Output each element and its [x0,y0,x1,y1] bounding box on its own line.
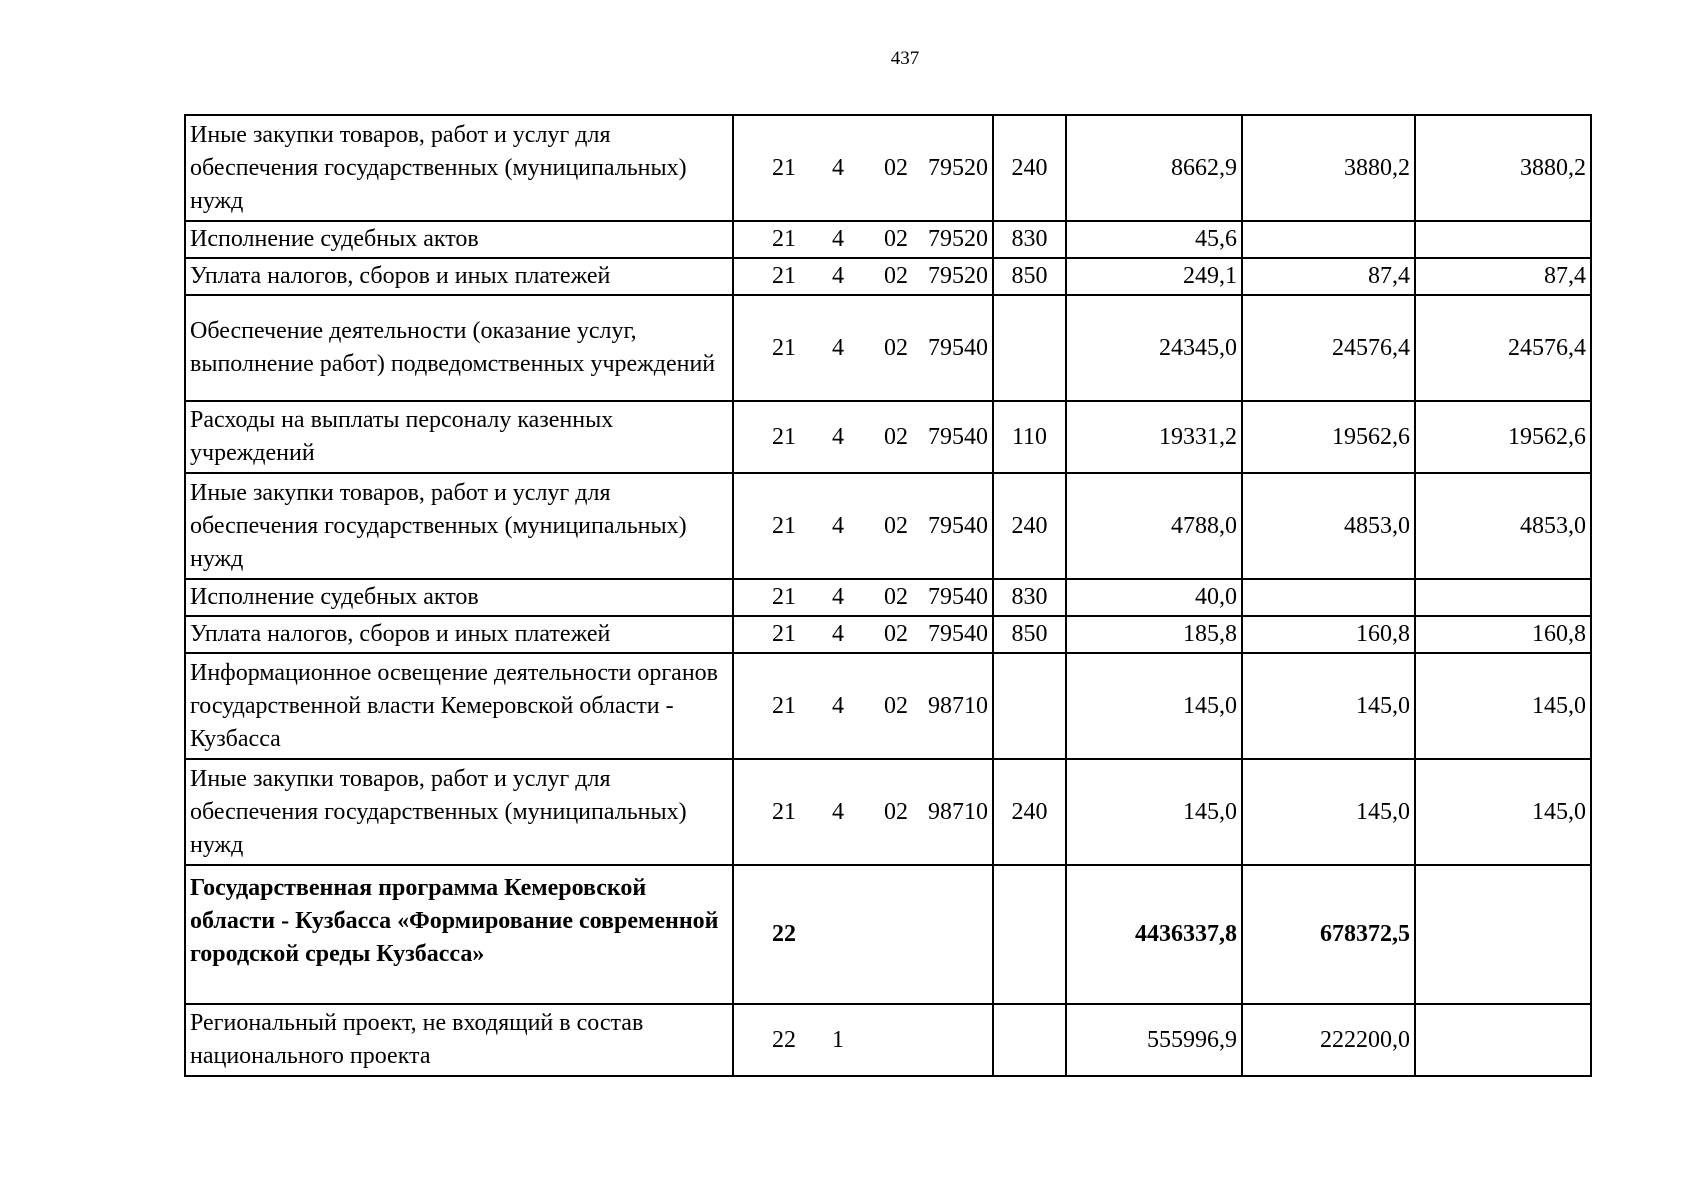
code-program: 21 [772,334,796,361]
amount-1: 185,8 [1066,616,1242,653]
table-row [185,473,1591,579]
row-name: Исполнение судебных актов [185,221,733,258]
code-direction: 98710 [928,692,988,719]
page-number: 437 [890,48,920,69]
amount-1: 45,6 [1066,221,1242,258]
code-subprogram: 4 [832,423,844,450]
amount-1: 4436337,8 [1066,865,1242,1004]
row-name: Региональный проект, не входящий в состав национального проекта [185,1004,733,1076]
expense-type: 850 [993,616,1066,653]
table-row [185,258,1591,295]
expense-type: 110 [993,401,1066,473]
row-code [733,759,993,865]
expense-type: 240 [993,473,1066,579]
code-direction: 79520 [928,263,988,289]
amount-1: 145,0 [1066,653,1242,759]
code-program: 21 [772,692,796,719]
row-code [733,473,993,579]
amount-2: 222200,0 [1242,1004,1415,1076]
amount-2: 160,8 [1242,616,1415,653]
row-name: Расходы на выплаты персоналу казенных учреждений [185,401,733,473]
row-code [733,579,993,616]
code-program: 21 [772,154,796,181]
table-row [185,221,1591,258]
code-activity: 02 [884,798,908,825]
code-activity: 02 [884,226,908,252]
row-code [733,401,993,473]
code-subprogram: 4 [832,798,844,825]
row-code [733,221,993,258]
amount-1: 145,0 [1066,759,1242,865]
code-activity: 02 [884,621,908,647]
table-row [185,865,1591,1004]
row-code [733,1004,993,1076]
expense-type [993,1004,1066,1076]
table-row [185,653,1591,759]
code-subprogram: 4 [832,621,844,647]
amount-1: 40,0 [1066,579,1242,616]
expense-type: 830 [993,579,1066,616]
amount-3 [1415,579,1591,616]
expense-type: 240 [993,759,1066,865]
amount-1: 19331,2 [1066,401,1242,473]
amount-3 [1415,221,1591,258]
code-activity: 02 [884,584,908,610]
amount-3: 145,0 [1415,653,1591,759]
expense-type: 830 [993,221,1066,258]
row-name: Государственная программа Кемеровской области - Кузбасса «Формирование современной городской среды Кузбасса» [185,865,733,1004]
amount-3: 24576,4 [1415,295,1591,401]
code-direction: 79520 [928,226,988,252]
code-subprogram: 4 [832,692,844,719]
table-row [185,295,1591,401]
row-name: Информационное освещение деятельности органов государственной власти Кемеровской области - Кузбасса [185,653,733,759]
row-name: Обеспечение деятельности (оказание услуг, выполнение работ) подведомственных учреждений [185,295,733,401]
code-subprogram: 4 [832,334,844,361]
code-program: 22 [772,921,796,947]
row-name: Иные закупки товаров, работ и услуг для обеспечения государственных (муниципальных) нужд [185,473,733,579]
amount-1: 24345,0 [1066,295,1242,401]
budget-table [184,114,1592,1077]
amount-1: 249,1 [1066,258,1242,295]
code-activity: 02 [884,263,908,289]
code-subprogram: 4 [832,154,844,181]
code-program: 21 [772,423,796,450]
code-direction: 79540 [928,584,988,610]
amount-2: 3880,2 [1242,115,1415,221]
row-code [733,616,993,653]
table-row [185,115,1591,221]
amount-2: 24576,4 [1242,295,1415,401]
code-subprogram: 4 [832,584,844,610]
code-activity: 02 [884,692,908,719]
code-program: 22 [772,1026,796,1053]
code-direction: 79540 [928,512,988,539]
amount-1: 4788,0 [1066,473,1242,579]
row-code [733,865,993,1004]
expense-type: 850 [993,258,1066,295]
row-name: Уплата налогов, сборов и иных платежей [185,616,733,653]
code-subprogram: 4 [832,226,844,252]
code-program: 21 [772,512,796,539]
code-direction: 79540 [928,334,988,361]
table-row [185,1004,1591,1076]
table-row [185,616,1591,653]
row-code [733,653,993,759]
row-name: Иные закупки товаров, работ и услуг для обеспечения государственных (муниципальных) нужд [185,759,733,865]
code-activity: 02 [884,512,908,539]
expense-type [993,865,1066,1004]
amount-3 [1415,865,1591,1004]
row-name: Исполнение судебных актов [185,579,733,616]
table-row [185,579,1591,616]
code-activity: 02 [884,154,908,181]
amount-2: 19562,6 [1242,401,1415,473]
code-activity: 02 [884,334,908,361]
row-code [733,115,993,221]
amount-2: 4853,0 [1242,473,1415,579]
code-program: 21 [772,263,796,289]
table-row [185,759,1591,865]
amount-3: 145,0 [1415,759,1591,865]
code-direction: 79520 [928,154,988,181]
amount-2 [1242,221,1415,258]
code-direction: 79540 [928,621,988,647]
amount-3: 19562,6 [1415,401,1591,473]
code-subprogram: 1 [832,1026,844,1053]
row-code [733,258,993,295]
amount-3: 160,8 [1415,616,1591,653]
amount-1: 8662,9 [1066,115,1242,221]
code-program: 21 [772,226,796,252]
amount-2: 678372,5 [1242,865,1415,1004]
amount-2: 145,0 [1242,759,1415,865]
code-subprogram: 4 [832,263,844,289]
code-subprogram: 4 [832,512,844,539]
table-row [185,401,1591,473]
code-program: 21 [772,621,796,647]
amount-2 [1242,579,1415,616]
amount-3: 3880,2 [1415,115,1591,221]
code-direction: 79540 [928,423,988,450]
code-direction: 98710 [928,798,988,825]
expense-type: 240 [993,115,1066,221]
code-program: 21 [772,584,796,610]
row-name: Уплата налогов, сборов и иных платежей [185,258,733,295]
amount-3: 87,4 [1415,258,1591,295]
row-code [733,295,993,401]
expense-type [993,295,1066,401]
amount-3: 4853,0 [1415,473,1591,579]
code-activity: 02 [884,423,908,450]
expense-type [993,653,1066,759]
amount-3 [1415,1004,1591,1076]
amount-2: 87,4 [1242,258,1415,295]
code-program: 21 [772,798,796,825]
row-name: Иные закупки товаров, работ и услуг для обеспечения государственных (муниципальных) нужд [185,115,733,221]
amount-1: 555996,9 [1066,1004,1242,1076]
amount-2: 145,0 [1242,653,1415,759]
